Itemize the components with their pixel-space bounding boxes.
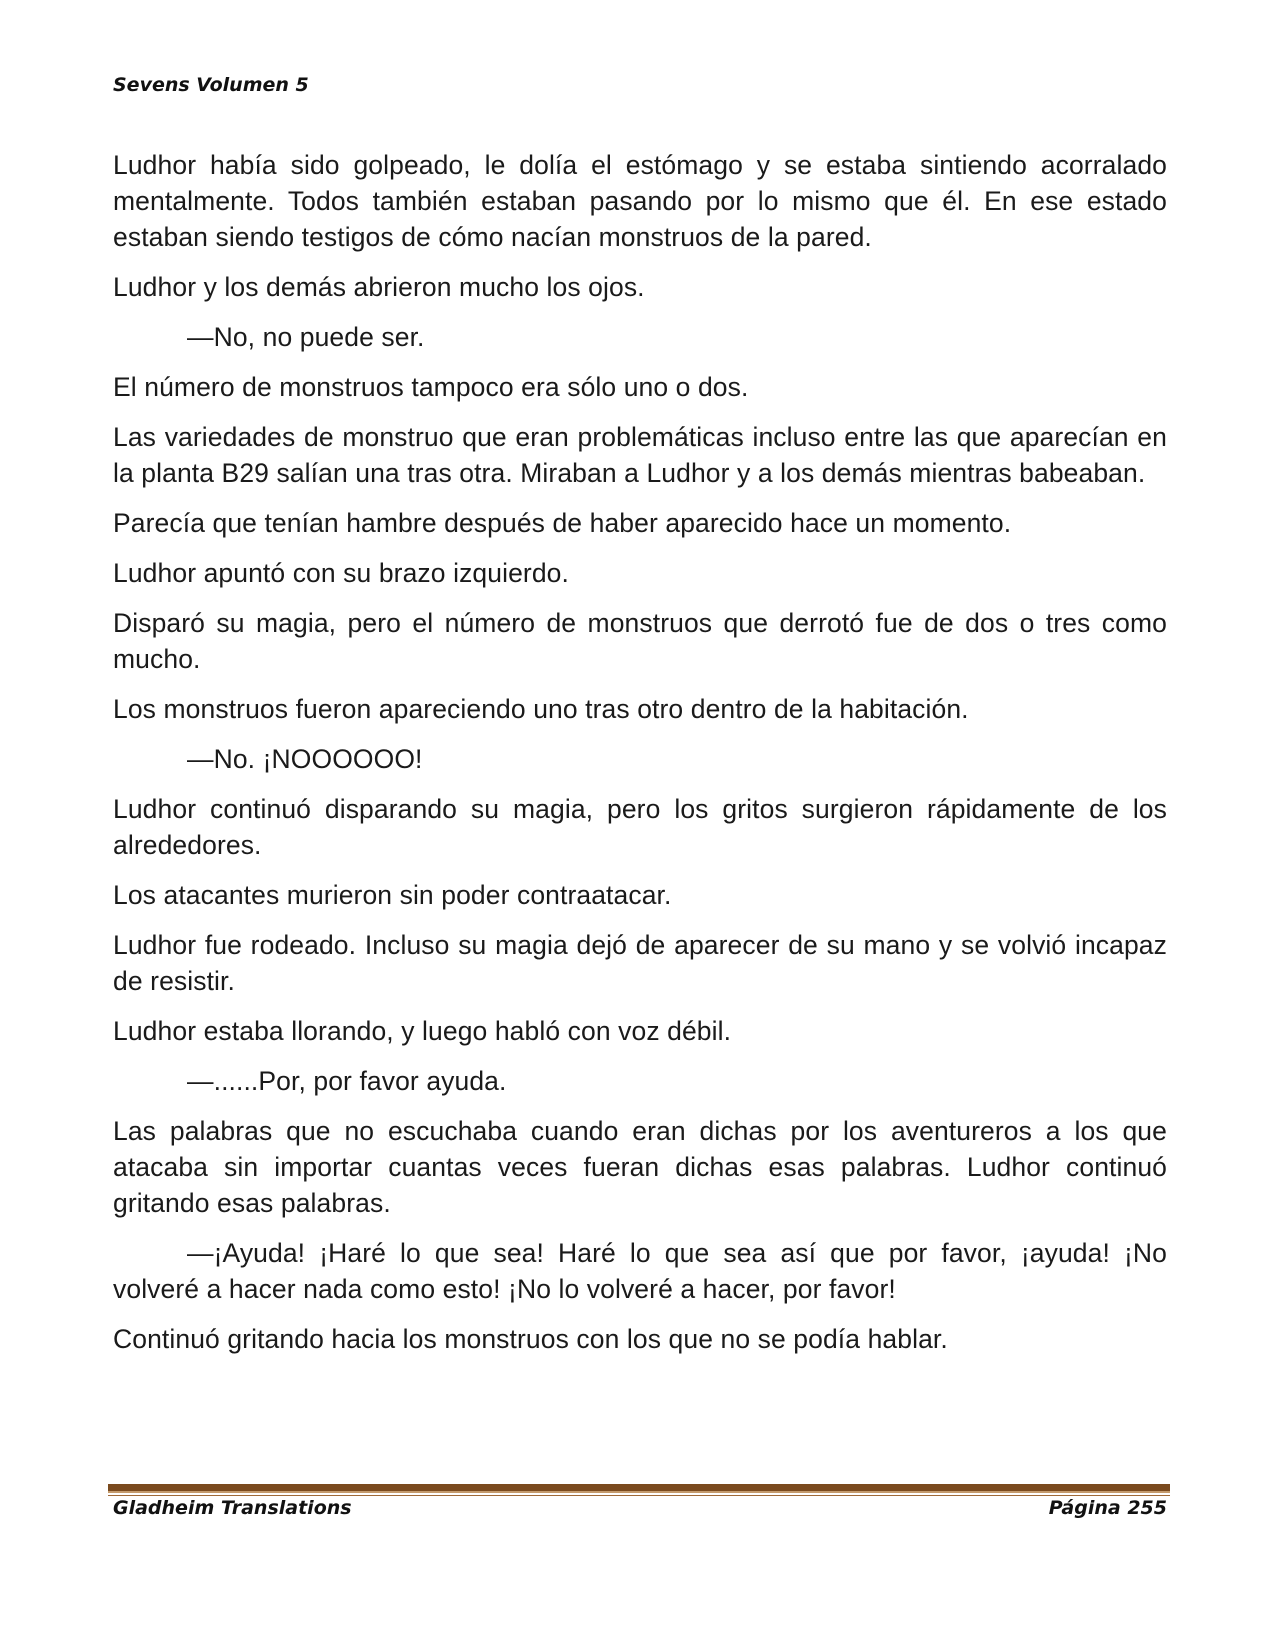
- paragraph: Los monstruos fueron apareciendo uno tras otro dentro de la habitación.: [113, 694, 969, 724]
- footer-page-number: Página 255: [1048, 1497, 1167, 1519]
- paragraph: Disparó su magia, pero el número de monstruos que derrotó fue de dos o tres como mucho.: [113, 608, 1167, 674]
- paragraph: Los atacantes murieron sin poder contraatacar.: [113, 880, 672, 910]
- body-text: [113, 147, 1167, 1371]
- paragraph: Las palabras que no escuchaba cuando eran dichas por los aventureros a los que atacaba sin importar cuantas veces fueran dichas esas palabras. Ludhor continuó gritando esas palabras.: [113, 1116, 1167, 1218]
- running-header: Sevens Volumen 5: [113, 74, 309, 96]
- footer-divider: [108, 1484, 1170, 1493]
- paragraph: Las variedades de monstruo que eran problemáticas incluso entre las que aparecían en la planta B29 salían una tras otra. Miraban a Ludhor y a los demás mientras babeaban.: [113, 422, 1167, 488]
- paragraph: El número de monstruos tampoco era sólo uno o dos.: [113, 372, 749, 402]
- paragraph: Ludhor continuó disparando su magia, pero los gritos surgieron rápidamente de los alrededores.: [113, 794, 1167, 860]
- dialogue-line: —No, no puede ser.: [187, 322, 425, 352]
- footer-publisher: Gladheim Translations: [113, 1497, 352, 1519]
- paragraph: Parecía que tenían hambre después de haber aparecido hace un momento.: [113, 508, 1012, 538]
- dialogue-line: —......Por, por favor ayuda.: [187, 1066, 507, 1096]
- paragraph: Ludhor había sido golpeado, le dolía el estómago y se estaba sintiendo acorralado mentalmente. Todos también estaban pasando por lo mismo que él. En ese estado estaban siendo testigos de cómo nacían monstruos de la pared.: [113, 150, 1167, 252]
- paragraph: Ludhor fue rodeado. Incluso su magia dejó de aparecer de su mano y se volvió incapaz de resistir.: [113, 930, 1167, 996]
- dialogue-line: —No. ¡NOOOOOO!: [187, 744, 423, 774]
- paragraph: Ludhor apuntó con su brazo izquierdo.: [113, 558, 569, 588]
- paragraph: Continuó gritando hacia los monstruos con los que no se podía hablar.: [113, 1324, 948, 1354]
- paragraph: Ludhor y los demás abrieron mucho los ojos.: [113, 272, 645, 302]
- dialogue-line: —¡Ayuda! ¡Haré lo que sea! Haré lo que sea así que por favor, ¡ayuda! ¡No volveré a hacer nada como esto! ¡No lo volveré a hacer, por favor!: [113, 1238, 1167, 1304]
- paragraph: Ludhor estaba llorando, y luego habló con voz débil.: [113, 1016, 732, 1046]
